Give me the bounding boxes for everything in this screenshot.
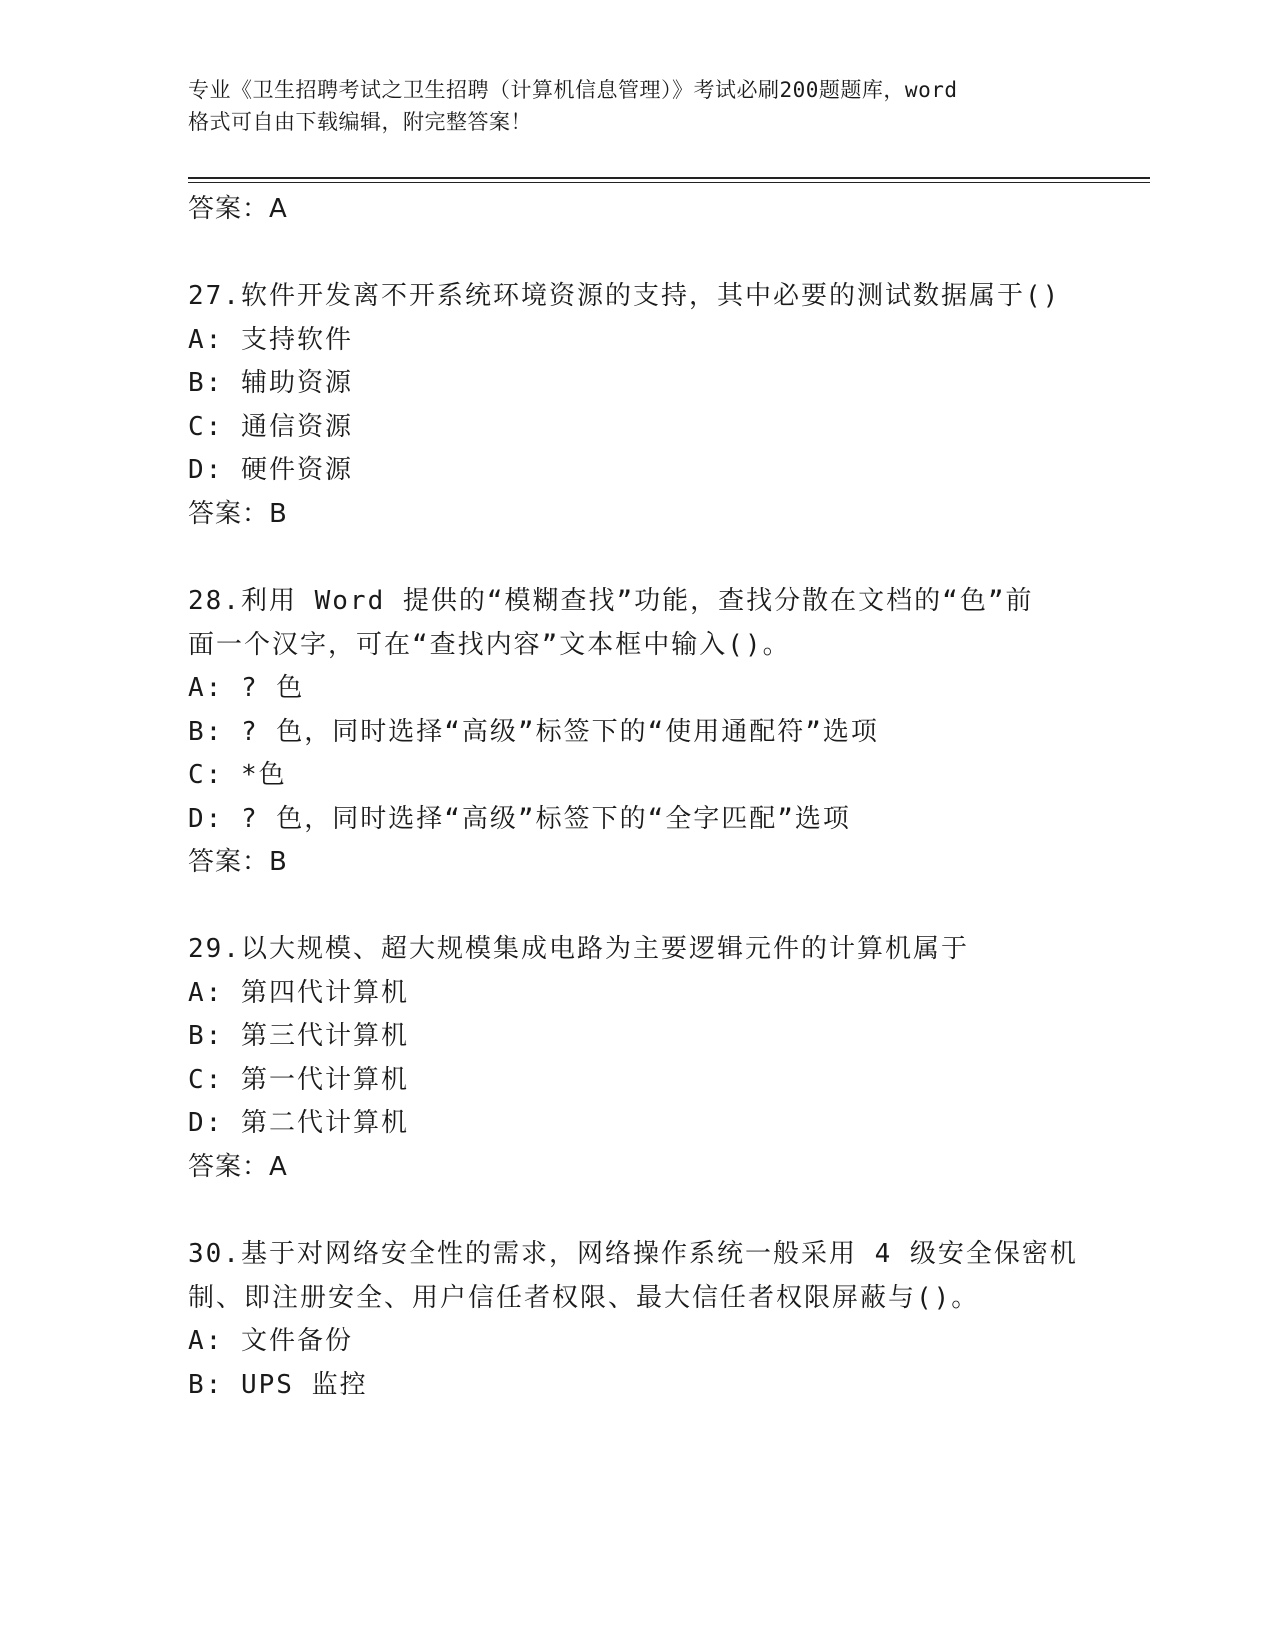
question-28-text-line-1: 28.利用 Word 提供的“模糊查找”功能，查找分散在文档的“色”前 (188, 586, 1034, 616)
question-29-text: 29.以大规模、超大规模集成电路为主要逻辑元件的计算机属于 (188, 934, 969, 964)
question-28-option-a: A: ? 色 (188, 673, 305, 703)
header-divider-thick (188, 177, 1150, 179)
question-30-option-a: A: 文件备份 (188, 1326, 353, 1356)
question-29-option-c: C: 第一代计算机 (188, 1065, 409, 1095)
question-27-option-c: C: 通信资源 (188, 412, 353, 442)
answer-29: 答案：A (188, 1152, 288, 1182)
question-29-option-a: A: 第四代计算机 (188, 978, 409, 1008)
question-30-text-line-2: 制、即注册安全、用户信任者权限、最大信任者权限屏蔽与()。 (188, 1283, 980, 1313)
header-title-line-2: 格式可自由下载编辑，附完整答案！ (188, 110, 532, 134)
question-30-option-b: B: UPS 监控 (188, 1370, 368, 1400)
question-30-text-line-1: 30.基于对网络安全性的需求，网络操作系统一般采用 4 级安全保密机 (188, 1239, 1078, 1269)
answer-28: 答案：B (188, 847, 288, 877)
question-29-option-d: D: 第二代计算机 (188, 1108, 409, 1138)
header-divider-thin (188, 182, 1150, 183)
question-28-option-b: B: ? 色，同时选择“高级”标签下的“使用通配符”选项 (188, 717, 879, 747)
question-27-option-a: A: 支持软件 (188, 325, 353, 355)
question-27-text: 27.软件开发离不开系统环境资源的支持，其中必要的测试数据属于() (188, 281, 1061, 311)
header-title-line-1: 专业《卫生招聘考试之卫生招聘（计算机信息管理）》考试必刷200题题库，word (188, 78, 958, 102)
question-29-option-b: B: 第三代计算机 (188, 1021, 409, 1051)
question-27-option-b: B: 辅助资源 (188, 368, 353, 398)
document-header (188, 74, 1088, 138)
answer-27: 答案：B (188, 499, 288, 529)
question-28-option-c: C: *色 (188, 760, 287, 790)
question-28-option-d: D: ? 色，同时选择“高级”标签下的“全字匹配”选项 (188, 804, 851, 834)
question-27-option-d: D: 硬件资源 (188, 455, 353, 485)
question-28-text-line-2: 面一个汉字，可在“查找内容”文本框中输入()。 (188, 630, 791, 660)
answer-26: 答案：A (188, 194, 288, 224)
